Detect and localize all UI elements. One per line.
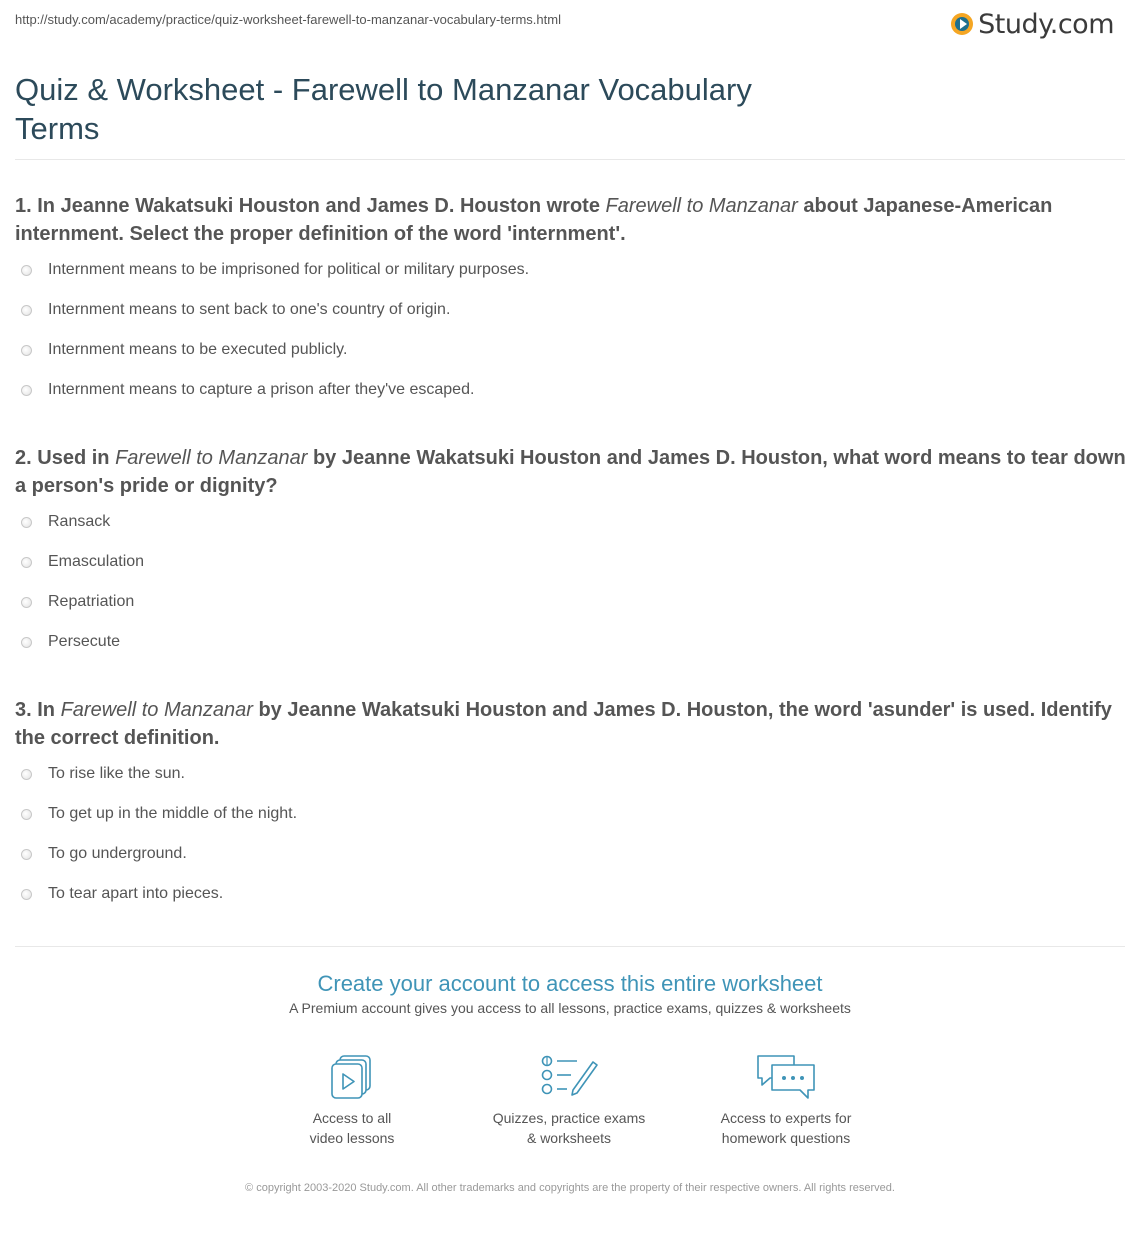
create-account-link[interactable]: Create your account to access this entire worksheet xyxy=(317,971,823,996)
answer-label: To get up in the middle of the night. xyxy=(48,805,298,822)
answer-option[interactable] xyxy=(21,258,529,282)
page-title: Quiz & Worksheet - Farewell to Manzanar Vocabulary Terms xyxy=(15,72,752,146)
radio-button[interactable] xyxy=(21,517,32,528)
answer-label: To rise like the sun. xyxy=(48,765,185,782)
feature-label: Access to all video lessons xyxy=(309,1110,395,1146)
radio-button[interactable] xyxy=(21,849,32,860)
radio-button[interactable] xyxy=(21,597,32,608)
play-logo-icon xyxy=(951,13,973,35)
radio-button[interactable] xyxy=(21,809,32,820)
radio-button[interactable] xyxy=(21,637,32,648)
answer-label: Internment means to be executed publicly. xyxy=(48,341,348,358)
answer-option[interactable] xyxy=(21,378,474,402)
question-2 xyxy=(15,444,1130,650)
answer-label: Internment means to capture a prison after they've escaped. xyxy=(48,381,475,398)
copyright-notice: © copyright 2003-2020 Study.com. All other trademarks and copyrights are the property of their respective owners. All rights reserved. xyxy=(245,1182,895,1194)
question-1 xyxy=(15,192,1130,398)
video-lessons-icon xyxy=(320,1052,384,1102)
answer-label: Repatriation xyxy=(48,593,135,610)
chat-bubbles-icon xyxy=(754,1052,818,1102)
feature-video-lessons xyxy=(252,1052,452,1148)
radio-button[interactable] xyxy=(21,889,32,900)
answer-label: Persecute xyxy=(48,633,121,650)
answer-label: To tear apart into pieces. xyxy=(48,885,224,902)
question-text: 3. In Farewell to Manzanar by Jeanne Wakatsuki Houston and James D. Houston, the word 'asunder' is used. Identify the correct definition. xyxy=(15,699,1112,749)
answer-option[interactable] xyxy=(21,630,120,654)
answer-option[interactable] xyxy=(21,338,347,362)
answer-option[interactable] xyxy=(21,298,450,322)
feature-experts xyxy=(686,1052,886,1148)
logo-text: Study.com xyxy=(978,8,1114,40)
radio-button[interactable] xyxy=(21,305,32,316)
answer-option[interactable] xyxy=(21,762,185,786)
page-url: http://study.com/academy/practice/quiz-worksheet-farewell-to-manzanar-vocabulary-terms.html xyxy=(15,12,561,27)
answer-option[interactable] xyxy=(21,882,223,906)
question-3 xyxy=(15,696,1130,902)
top-bar xyxy=(0,0,1140,50)
answer-label: Internment means to be imprisoned for political or military purposes. xyxy=(48,261,530,278)
quiz-checklist-icon xyxy=(537,1052,601,1102)
feature-label: Quizzes, practice exams & worksheets xyxy=(492,1110,646,1146)
divider xyxy=(15,159,1125,160)
radio-button[interactable] xyxy=(21,265,32,276)
answer-label: To go underground. xyxy=(48,845,187,862)
answer-label: Ransack xyxy=(48,513,111,530)
answer-option[interactable] xyxy=(21,510,110,534)
radio-button[interactable] xyxy=(21,557,32,568)
radio-button[interactable] xyxy=(21,769,32,780)
answer-option[interactable] xyxy=(21,550,144,574)
signup-cta xyxy=(0,970,1140,1016)
feature-label: Access to experts for homework questions xyxy=(720,1110,852,1146)
feature-quizzes xyxy=(469,1052,669,1148)
answer-label: Emasculation xyxy=(48,553,145,570)
radio-button[interactable] xyxy=(21,345,32,356)
answer-option[interactable] xyxy=(21,802,297,826)
radio-button[interactable] xyxy=(21,385,32,396)
answer-option[interactable] xyxy=(21,842,187,866)
answer-label: Internment means to sent back to one's country of origin. xyxy=(48,301,451,318)
answer-option[interactable] xyxy=(21,590,134,614)
question-text: 2. Used in Farewell to Manzanar by Jeanne Wakatsuki Houston and James D. Houston, what word means to tear down a person's pride or dignity? xyxy=(15,447,1126,497)
question-text: 1. In Jeanne Wakatsuki Houston and James D. Houston wrote Farewell to Manzanar about Japanese-American internment. Select the proper definition of the word 'internment'. xyxy=(15,195,1053,245)
cta-subtitle: A Premium account gives you access to all lessons, practice exams, quizzes & worksheets xyxy=(289,1000,851,1016)
feature-list xyxy=(0,1052,1140,1162)
divider xyxy=(15,946,1125,947)
study-logo[interactable] xyxy=(951,8,1114,40)
